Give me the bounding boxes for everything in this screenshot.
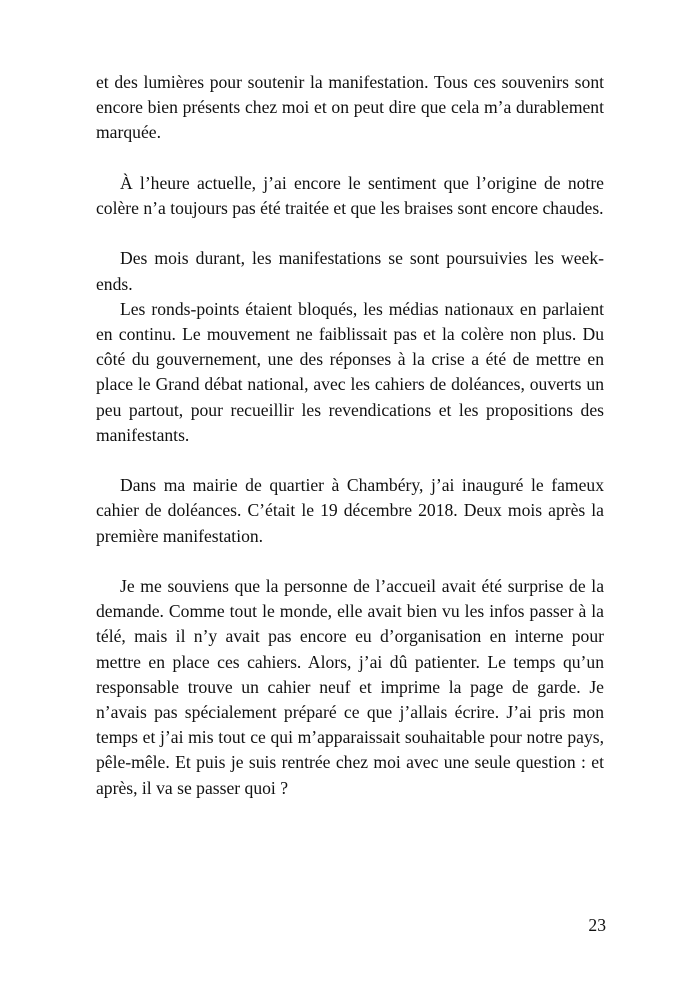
paragraph-roundabouts: Les ronds-points étaient bloqués, les médias nationaux en parlaient en continu. Le mouvement ne faiblissait pas et la colère non plus. Du côté du gouvernement, une des réponses à la crise a été de mettre en place le Grand débat national, avec les cahiers de doléances, ouverts un peu partout, pour recueillir les revendications et les propositions des manifestants.	[96, 298, 604, 445]
paragraph-reception: Je me souviens que la personne de l’accueil avait été surprise de la demande. Comme tout le monde, elle avait bien vu les infos passer à la télé, mais il n’y avait pas encore eu d’organisation en interne pour mettre en place ces cahiers. Alors, j’ai dû patienter. Le temps qu’un responsable trouve un cahier neuf et imprime la page de garde. Je n’avais pas spécialement préparé ce que j’allais écrire. J’ai pris mon temps et j’ai mis tout ce qui m’apparaissait souhaitable pour notre pays, pêle-mêle. Et puis je suis rentrée chez moi avec une seule question : et après, il va se passer quoi ?	[96, 576, 604, 798]
paragraph-current-feeling: À l’heure actuelle, j’ai encore le sentiment que l’origine de notre colère n’a toujours pas été traitée et que les braises sont encore chaudes.	[96, 172, 604, 218]
paragraph-chambery-mairie: Dans ma mairie de quartier à Chambéry, j’ai inauguré le fameux cahier de doléances. C’était le 19 décembre 2018. Deux mois après la première manifestation.	[96, 475, 604, 546]
paragraph-continuation: et des lumières pour soutenir la manifestation. Tous ces souvenirs sont encore bien présents chez moi et on peut dire que cela m’a durablement marquée.	[96, 72, 604, 143]
paragraph-weekends: Des mois durant, les manifestations se sont poursuivies les week-ends.	[96, 248, 604, 294]
page-body	[96, 70, 604, 801]
page-number: 23	[588, 915, 606, 935]
